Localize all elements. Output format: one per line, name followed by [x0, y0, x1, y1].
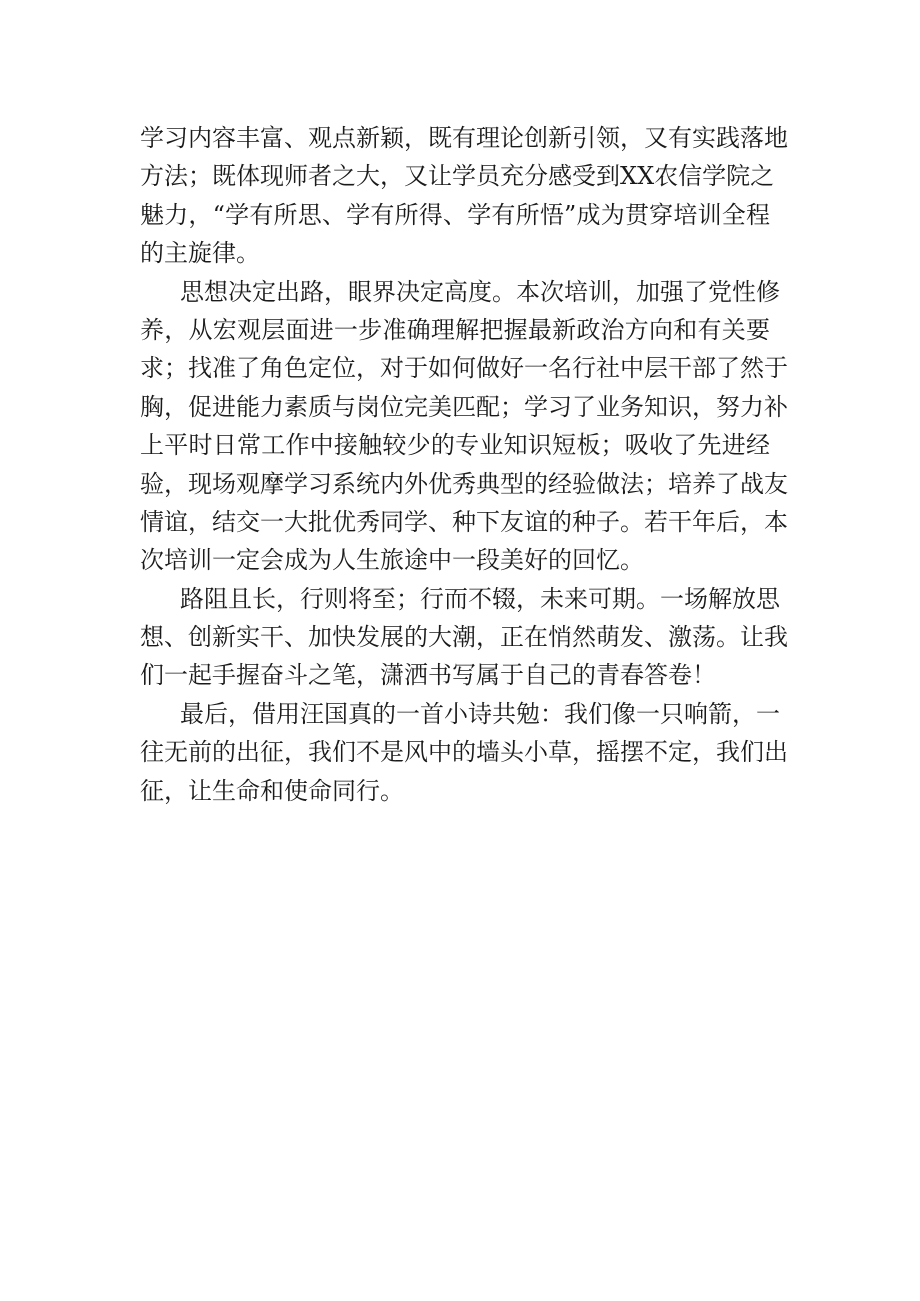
paragraph-2-line-4: 胸，促进能力素质与岗位完美匹配；学习了业务知识，努力补 [140, 392, 788, 421]
paragraph-3-line-3: 们一起手握奋斗之笔，潇洒书写属于自己的青春答卷！ [140, 661, 716, 690]
paragraph-2-line-3: 求；找准了角色定位，对于如何做好一名行社中层干部了然于 [140, 354, 788, 383]
paragraph-3-line-2: 想、创新实干、加快发展的大潮，正在悄然萌发、激荡。让我 [140, 623, 788, 652]
paragraph-2-line-7: 情谊，结交一大批优秀同学、种下友谊的种子。若干年后，本 [140, 507, 788, 536]
paragraph-2-line-5: 上平时日常工作中接触较少的专业知识短板；吸收了先进经 [140, 431, 770, 460]
paragraph-2-line-8: 次培训一定会成为人生旅途中一段美好的回忆。 [140, 546, 644, 575]
paragraph-1-line-4: 的主旋律。 [140, 239, 260, 268]
paragraph-1-line-2: 方法；既体现师者之大，又让学员充分感受到XX农信学院之 [140, 162, 775, 191]
paragraph-2-line-1: 思想决定出路，眼界决定高度。本次培训，加强了党性修 [180, 277, 780, 306]
paragraph-3-line-1: 路阻且长，行则将至；行而不辍，未来可期。一场解放思 [180, 584, 780, 613]
paragraph-1-line-1: 学习内容丰富、观点新颖，既有理论创新引领，又有实践落地 [140, 124, 788, 152]
document-body [140, 119, 788, 810]
paragraph-1-line-3: 魅力，“学有所思、学有所得、学有所悟”成为贯穿培训全程 [140, 200, 770, 229]
paragraph-4-line-3: 征，让生命和使命同行。 [140, 776, 404, 805]
paragraph-2-line-6: 验，现场观摩学习系统内外优秀典型的经验做法；培养了战友 [140, 469, 788, 498]
paragraph-2-line-2: 养，从宏观层面进一步准确理解把握最新政治方向和有关要 [140, 315, 770, 344]
paragraph-4-line-1: 最后，借用汪国真的一首小诗共勉：我们像一只响箭，一 [180, 699, 780, 728]
paragraph-4-line-2: 往无前的出征，我们不是风中的墙头小草，摇摆不定，我们出 [140, 738, 788, 767]
